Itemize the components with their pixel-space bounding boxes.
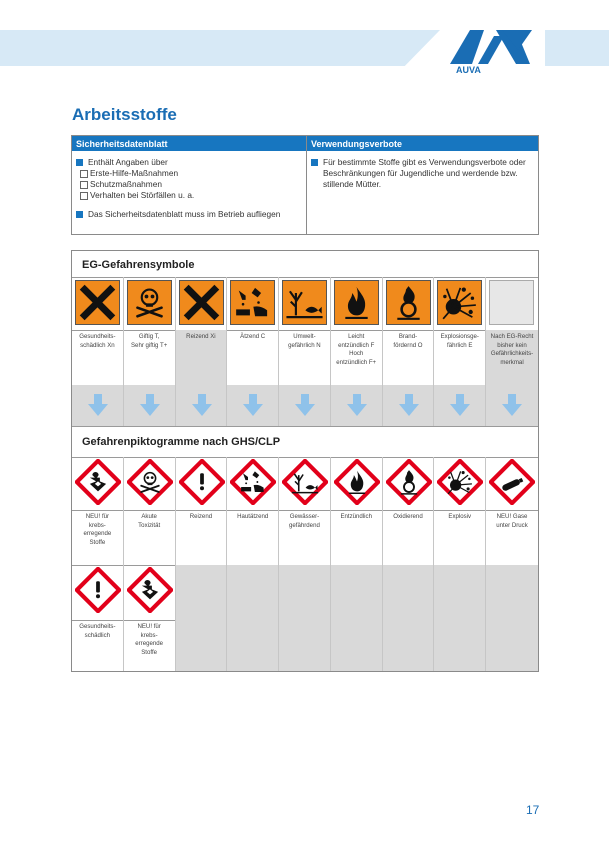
info-table (71, 135, 539, 235)
page-title: Arbeitsstoffe (72, 105, 177, 124)
symbol-label: Entzündlich (340, 513, 372, 520)
arrow-cell (227, 385, 279, 426)
eg-label-cell (486, 330, 538, 385)
arrow-row (72, 385, 538, 426)
ghs-symbol-cell (486, 457, 538, 510)
info-header-left: Sicherheitsdatenblatt (72, 136, 306, 151)
eg-symbol-row (72, 277, 538, 330)
ghs-label-cell (124, 620, 176, 671)
symbol-label: Nach EG-Recht bisher kein Gefährlichkeits- merkmal (490, 333, 534, 366)
arrow-cell (434, 385, 486, 426)
ghs-symbol-cell (331, 565, 383, 620)
ghs-symbol-cell (72, 457, 124, 510)
ghs-symbol-cell (72, 565, 124, 620)
eg-symbol-cell (434, 277, 486, 330)
arrow-cell (124, 385, 176, 426)
symbol-label: Explosiv (448, 513, 472, 520)
skull-icon (127, 280, 172, 325)
ghs-symbol-row-2 (72, 565, 538, 620)
symbol-label: Ätzend C (240, 333, 266, 340)
eg-label-row (72, 330, 538, 385)
symbol-label: NEU! Gase unter Druck (496, 513, 528, 529)
ghs-label-cell (279, 620, 331, 671)
eg-symbol-cell (279, 277, 331, 330)
symbol-label: NEU! für krebs- erregende Stoffe (83, 513, 112, 546)
ghs-label-cell (331, 510, 383, 565)
arrow-down-icon (293, 393, 317, 417)
environment-icon (282, 280, 327, 325)
gas-cylinder-icon (489, 459, 535, 505)
cross-icon (75, 280, 120, 325)
symbol-label: Giftig T, Sehr giftig T+ (130, 333, 168, 349)
flame-over-circle-icon (386, 280, 431, 325)
eg-label-cell (176, 330, 228, 385)
arrow-down-icon (345, 393, 369, 417)
eg-symbol-cell (383, 277, 435, 330)
symbol-label: Gewässer- gefährdend (289, 513, 320, 529)
eg-label-cell (124, 330, 176, 385)
health-hazard-icon (127, 567, 173, 613)
ghs-symbol-cell (331, 457, 383, 510)
arrow-cell (279, 385, 331, 426)
symbol-label: Umwelt- gefährlich N (288, 333, 321, 349)
symbol-label: Reizend (189, 513, 213, 520)
ghs-label-cell (279, 510, 331, 565)
eg-section-title: EG-Gefahrensymbole (82, 259, 195, 271)
ghs-label-cell (72, 620, 124, 671)
ghs-label-cell (331, 620, 383, 671)
eg-symbol-cell (72, 277, 124, 330)
explosion-icon (437, 459, 483, 505)
ghs-symbol-cell (124, 457, 176, 510)
flame-icon (334, 280, 379, 325)
ghs-symbol-cell (383, 565, 435, 620)
arrow-down-icon (448, 393, 472, 417)
auva-logo (444, 26, 544, 76)
ghs-symbol-cell (227, 457, 279, 510)
svg-text:AUVA: AUVA (456, 65, 481, 75)
ghs-symbol-cell (279, 457, 331, 510)
ghs-section-title: Gefahrenpiktogramme nach GHS/CLP (82, 436, 281, 448)
symbol-label: Gesundheits- schädlich Xn (79, 333, 116, 349)
arrow-down-icon (138, 393, 162, 417)
flame-icon (334, 459, 380, 505)
info-bullet: Für bestimmte Stoffe gibt es Verwendungsverbote oder Beschränkungen für Jugendliche und werdende bzw. stillende Mütter. (311, 157, 534, 190)
arrow-cell (383, 385, 435, 426)
ghs-label-cell (434, 620, 486, 671)
eg-symbol-cell (227, 277, 279, 330)
exclamation-icon (179, 459, 225, 505)
symbol-label: Leicht entzündlich F Hoch entzündlich F+ (336, 333, 377, 366)
ghs-label-cell (176, 620, 228, 671)
eg-label-cell (279, 330, 331, 385)
ghs-label-cell (72, 510, 124, 565)
eg-symbol-cell (176, 277, 228, 330)
eg-label-cell (383, 330, 435, 385)
ghs-symbol-cell (124, 565, 176, 620)
ghs-label-row-1 (72, 510, 538, 565)
symbol-label: Reizend Xi (186, 333, 216, 340)
arrow-cell (72, 385, 124, 426)
eg-label-cell (331, 330, 383, 385)
ghs-symbol-cell (486, 565, 538, 620)
symbol-label: Brand- fördernd O (393, 333, 423, 349)
flame-over-circle-icon (386, 459, 432, 505)
ghs-label-row-2 (72, 620, 538, 671)
corrosion-icon (230, 280, 275, 325)
symbol-label: Oxidierend (393, 513, 423, 520)
cross-icon (179, 280, 224, 325)
ghs-label-cell (383, 620, 435, 671)
exclamation-icon (75, 567, 121, 613)
info-header-right: Verwendungsverbote (307, 136, 538, 151)
ghs-label-cell (176, 510, 228, 565)
ghs-label-cell (227, 510, 279, 565)
info-bullet: Enthält Angaben über (76, 157, 302, 168)
ghs-label-cell (434, 510, 486, 565)
environment-icon (282, 459, 328, 505)
arrow-down-icon (241, 393, 265, 417)
empty-icon (489, 280, 534, 325)
symbol-label: Gesundheits- schädlich (79, 623, 116, 639)
arrow-down-icon (86, 393, 110, 417)
ghs-label-cell (124, 510, 176, 565)
ghs-label-cell (383, 510, 435, 565)
eg-label-cell (227, 330, 279, 385)
symbol-label: Akute Toxizität (138, 513, 161, 529)
explosion-icon (437, 280, 482, 325)
header-band (0, 30, 440, 66)
arrow-cell (486, 385, 538, 426)
ghs-label-cell (227, 620, 279, 671)
ghs-symbol-cell (434, 457, 486, 510)
info-subitem: Schutzmaßnahmen (76, 179, 302, 190)
hazard-grid (71, 250, 539, 672)
arrow-down-icon (397, 393, 421, 417)
page-number: 17 (526, 803, 540, 817)
header-band-right (545, 30, 609, 66)
arrow-cell (176, 385, 228, 426)
info-subitem: Erste-Hilfe-Maßnahmen (76, 168, 302, 179)
arrow-down-icon (500, 393, 524, 417)
symbol-label: NEU! für krebs- erregende Stoffe (135, 623, 164, 656)
eg-symbol-cell (331, 277, 383, 330)
ghs-label-cell (486, 620, 538, 671)
eg-label-cell (434, 330, 486, 385)
ghs-symbol-cell (227, 565, 279, 620)
eg-symbol-cell (486, 277, 538, 330)
symbol-label: Explosionsge- fährlich E (440, 333, 479, 349)
arrow-down-icon (190, 393, 214, 417)
ghs-symbol-cell (383, 457, 435, 510)
corrosion-icon (230, 459, 276, 505)
skull-icon (127, 459, 173, 505)
symbol-label: Hautätzend (237, 513, 269, 520)
info-col-right (307, 136, 538, 234)
ghs-symbol-cell (176, 565, 228, 620)
eg-label-cell (72, 330, 124, 385)
ghs-label-cell (486, 510, 538, 565)
info-subitem: Verhalten bei Störfällen u. a. (76, 190, 302, 201)
arrow-cell (331, 385, 383, 426)
ghs-symbol-cell (434, 565, 486, 620)
eg-symbol-cell (124, 277, 176, 330)
ghs-symbol-cell (176, 457, 228, 510)
info-col-left (72, 136, 307, 234)
ghs-symbol-cell (279, 565, 331, 620)
ghs-symbol-row-1 (72, 457, 538, 510)
info-bullet: Das Sicherheitsdatenblatt muss im Betrieb aufliegen (76, 209, 302, 220)
health-hazard-icon (75, 459, 121, 505)
